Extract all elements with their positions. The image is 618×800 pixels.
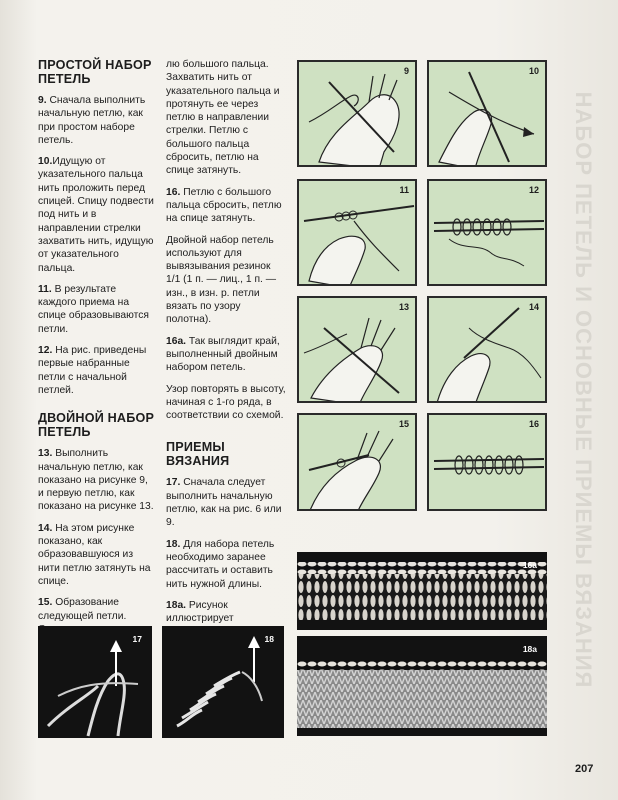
photo-16a-label: 16а xyxy=(522,560,537,570)
spine-text-area xyxy=(568,60,598,700)
hand-with-loops-illustration xyxy=(299,181,417,286)
cast-on-loops-illustration xyxy=(429,181,547,286)
paragraph-15: 15. Образование следующей петли. xyxy=(38,597,127,622)
figure-16 xyxy=(427,413,547,511)
hand-with-needle-illustration xyxy=(299,62,417,167)
figure-17-label: 17 xyxy=(132,634,142,644)
paragraph-13: 13. Выполнить начальную петлю, как показано на рисунке 9, и первую петлю, как показано на рисунке 13. xyxy=(38,448,154,513)
photo-18a xyxy=(297,636,547,736)
figure-9-label: 9 xyxy=(403,66,409,76)
hand-with-needle-illustration xyxy=(299,298,417,403)
heading-double-cast-on: ДВОЙНОЙ НАБОР ПЕТЕЛЬ xyxy=(38,411,155,440)
photo-18a-label: 18а xyxy=(522,644,537,654)
paragraph-double-cast-on: Двойной набор петель используют для вывязывания резинок 1/1 (1 п. — лиц., 1 п. — изн., в изн. р. петли вязать по узору полотна). xyxy=(166,234,277,326)
paragraph-10: 10.Идущую от указательного пальца нить проложить перед спицей. Спицу подвести под нить и в направлении стрелки захватить нить, идущую от указательного пальца. xyxy=(38,156,154,274)
paragraph-12: 12. На рис. приведены первые набранные петли с начальной петлей. xyxy=(38,345,147,396)
photo-16a xyxy=(297,552,547,630)
figure-17 xyxy=(38,626,152,738)
left-column xyxy=(38,58,156,657)
paragraph-15-continued: лю большого пальца. Захватить нить от указательного пальца и протянуть ее через петлю в направлении стрелки. Петлю с большого пальца сбросить, петлю на спице затянуть. xyxy=(166,59,280,177)
figure-10 xyxy=(427,60,547,167)
paragraph-17: 17. Сначала следует выполнить начальную петлю, как на рис. 6 или 9. xyxy=(166,477,282,529)
paragraph-18a: 18а. Рисунок иллюстрирует xyxy=(166,599,234,625)
figure-16-label: 16 xyxy=(528,419,539,429)
hand-with-needle-illustration xyxy=(429,62,547,167)
knitted-ribbing-photo xyxy=(297,552,547,630)
paragraph-11: 11. В результате каждого приема на спице образовываются петли. xyxy=(38,283,149,335)
hand-with-needle-illustration xyxy=(429,298,547,403)
figure-11-label: 11 xyxy=(399,185,409,195)
figure-18-label: 18 xyxy=(264,634,274,644)
figure-12 xyxy=(427,179,547,286)
heading-knitting-techniques: ПРИЕМЫ ВЯЗАНИЯ xyxy=(166,440,230,469)
paragraph-9: 9. Сначала выполнить начальную петлю, как при простом наборе петель. xyxy=(38,95,146,146)
double-cast-on-loops-illustration xyxy=(429,415,547,511)
figure-12-label: 12 xyxy=(528,185,539,195)
figure-13 xyxy=(297,296,417,403)
paragraph-14: 14. На этом рисунке показано, как образовавшуюся из нити петлю затянуть на спице. xyxy=(38,522,151,587)
figure-15 xyxy=(297,413,417,511)
paragraph-16a: 16а. Так выглядит край, выполненный двойным набором петель. xyxy=(166,335,280,374)
knitted-swatch-photo xyxy=(297,636,547,736)
figure-14-label: 14 xyxy=(528,302,539,312)
paragraph-pattern: Узор повторять в высоту, начиная с 1-го ряда, в соответствии со схемой. xyxy=(166,383,286,422)
figure-18 xyxy=(162,626,284,738)
paragraph-18: 18. Для набора петель необходимо заранее рассчитать и оставить нить нужной длины. xyxy=(166,538,275,590)
figure-9 xyxy=(297,60,417,167)
figure-14 xyxy=(427,296,547,403)
figure-13-label: 13 xyxy=(398,302,409,312)
middle-column xyxy=(166,58,286,660)
page-number: 207 xyxy=(575,763,594,775)
figure-10-label: 10 xyxy=(528,66,539,76)
heading-simple-cast-on: ПРОСТОЙ НАБОР ПЕТЕЛЬ xyxy=(38,58,152,86)
paragraph-16: 16. Петлю с большого пальца сбросить, петлю на спице затянуть. xyxy=(166,186,282,225)
hand-with-needle-illustration xyxy=(299,415,417,511)
figure-11 xyxy=(297,179,417,286)
figure-15-label: 15 xyxy=(398,419,409,429)
spine-text: НАБОР ПЕТЕЛЬ И ОСНОВНЫЕ ПРИЕМЫ ВЯЗАНИЯ xyxy=(571,91,596,689)
